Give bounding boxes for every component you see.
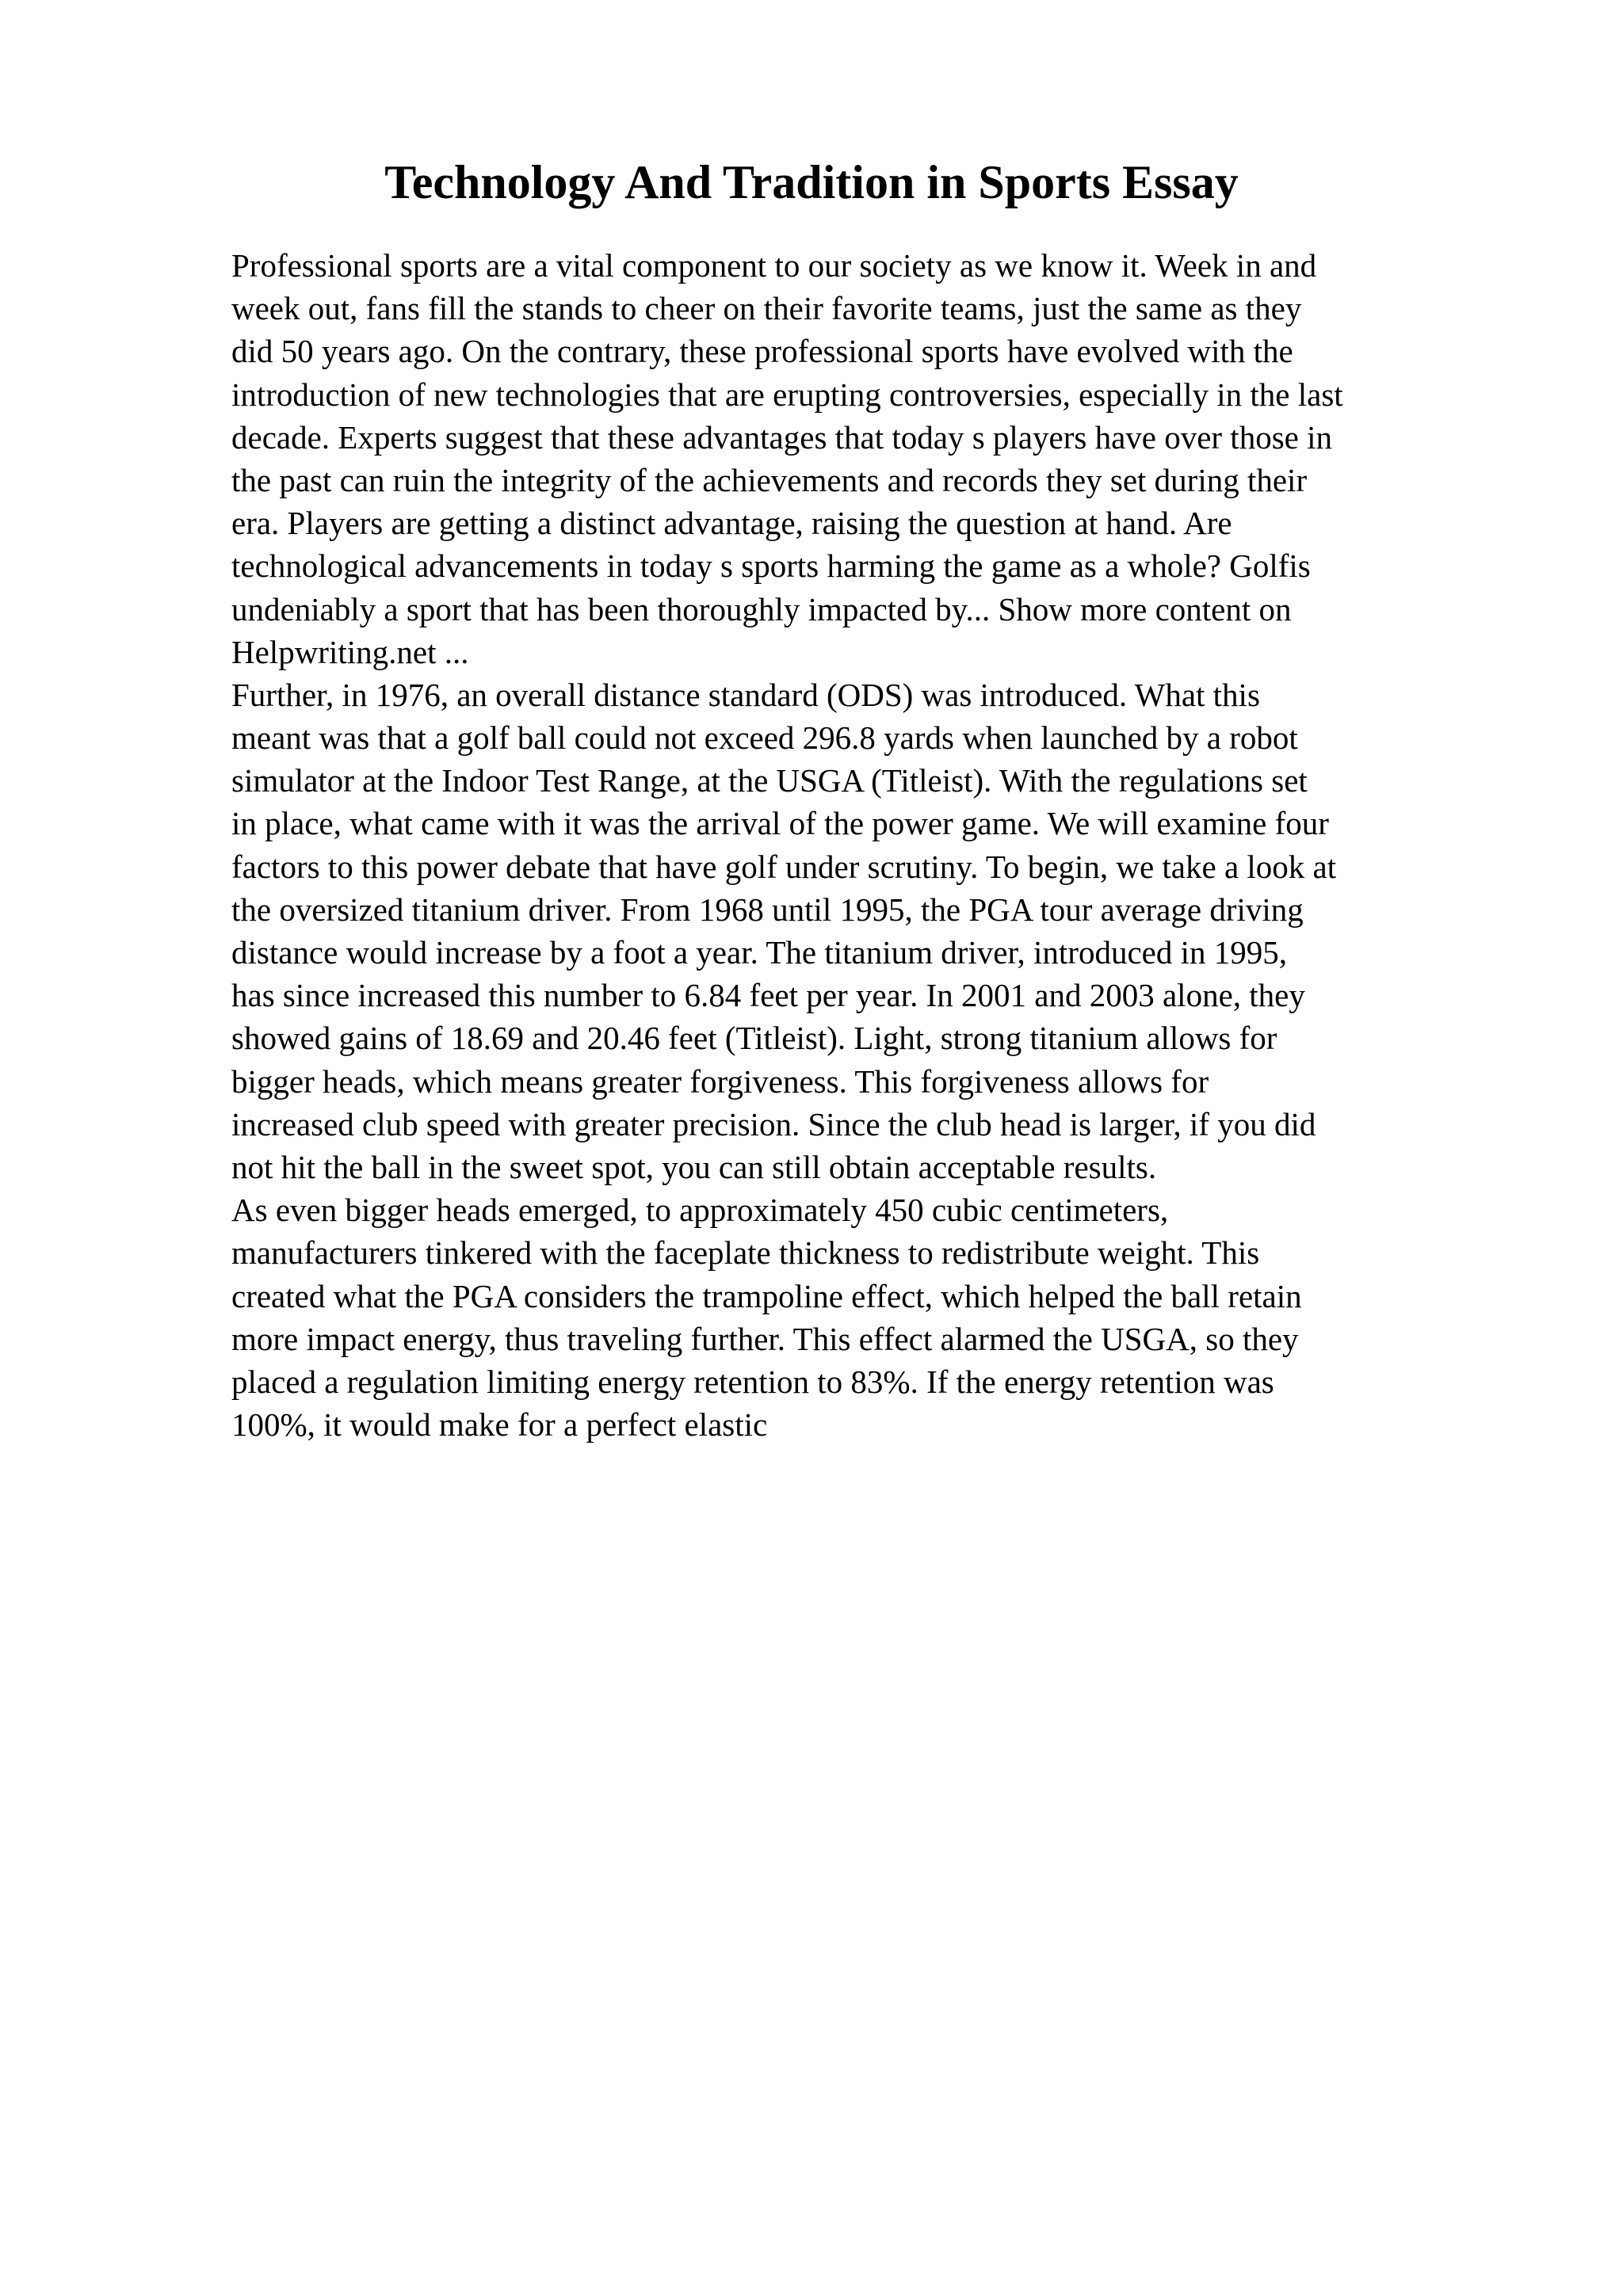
essay-line: Helpwriting.net ... xyxy=(231,633,469,670)
essay-line: Professional sports are a vital component to our society as we know it. Week in and xyxy=(231,247,1317,284)
essay-line: introduction of new technologies that are erupting controversies, especially in the last xyxy=(231,376,1343,413)
essay-line: meant was that a golf ball could not exceed 296.8 yards when launched by a robot xyxy=(231,719,1298,757)
essay-body xyxy=(231,244,1515,1446)
essay-line: undeniably a sport that has been thoroughly impacted by... Show more content on xyxy=(231,590,1292,627)
essay-line: in place, what came with it was the arrival of the power game. We will examine four xyxy=(231,805,1329,842)
essay-line: week out, fans fill the stands to cheer on their favorite teams, just the same as they xyxy=(231,290,1302,327)
essay-line: more impact energy, thus traveling further. This effect alarmed the USGA, so they xyxy=(231,1320,1299,1357)
essay-line: distance would increase by a foot a year. The titanium driver, introduced in 1995, xyxy=(231,934,1287,971)
page-title: Technology And Tradition in Sports Essay xyxy=(384,156,1239,208)
essay-line: the past can ruin the integrity of the achievements and records they set during their xyxy=(231,461,1308,498)
essay-line: created what the PGA considers the trampoline effect, which helped the ball retain xyxy=(231,1277,1302,1314)
essay-line: bigger heads, which means greater forgiveness. This forgiveness allows for xyxy=(231,1062,1209,1100)
essay-line: 100%, it would make for a perfect elastic xyxy=(231,1406,768,1444)
essay-line: simulator at the Indoor Test Range, at the USGA (Titleist). With the regulations set xyxy=(231,762,1308,799)
essay-line: As even bigger heads emerged, to approximately 450 cubic centimeters, xyxy=(231,1192,1169,1229)
essay-line: era. Players are getting a distinct advantage, raising the question at hand. Are xyxy=(231,505,1232,542)
essay-line: has since increased this number to 6.84 feet per year. In 2001 and 2003 alone, they xyxy=(231,977,1305,1014)
essay-line: the oversized titanium driver. From 1968 until 1995, the PGA tour average driving xyxy=(231,891,1304,928)
essay-line: did 50 years ago. On the contrary, these professional sports have evolved with the xyxy=(231,333,1293,370)
essay-line: decade. Experts suggest that these advantages that today s players have over those in xyxy=(231,418,1332,456)
essay-line: showed gains of 18.69 and 20.46 feet (Titleist). Light, strong titanium allows for xyxy=(231,1020,1277,1057)
essay-line: placed a regulation limiting energy retention to 83%. If the energy retention was xyxy=(231,1363,1274,1400)
essay-line: manufacturers tinkered with the faceplate thickness to redistribute weight. This xyxy=(231,1234,1260,1272)
essay-line: not hit the ball in the sweet spot, you can still obtain acceptable results. xyxy=(231,1148,1157,1185)
essay-line: increased club speed with greater precision. Since the club head is larger, if you did xyxy=(231,1105,1316,1142)
essay-line: factors to this power debate that have golf under scrutiny. To begin, we take a look at xyxy=(231,848,1337,885)
essay-line: technological advancements in today s sports harming the game as a whole? Golfis xyxy=(231,547,1311,585)
essay-line: Further, in 1976, an overall distance standard (ODS) was introduced. What this xyxy=(231,676,1260,713)
